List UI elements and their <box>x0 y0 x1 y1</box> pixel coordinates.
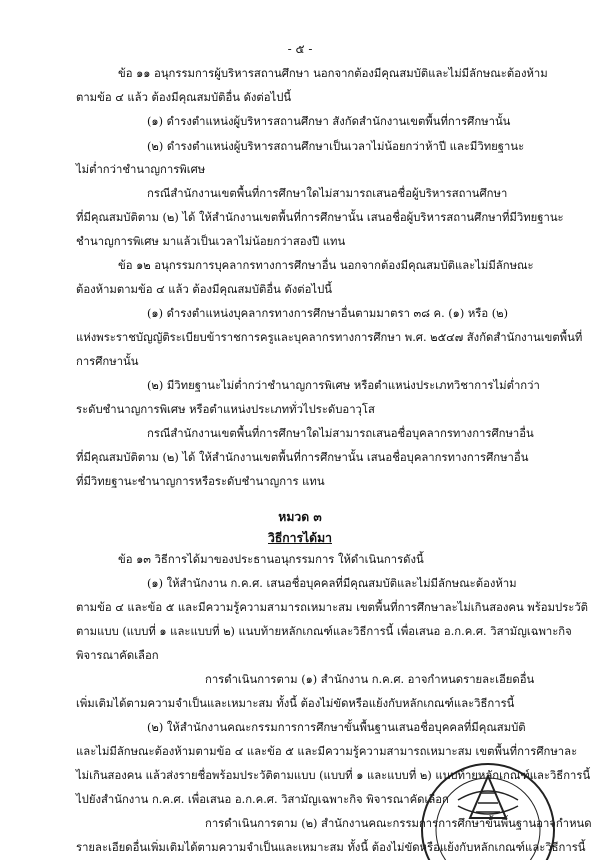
text-line: ข้อ ๑๒ อนุกรรมการบุคลากรทางการศึกษาอื่น นอกจากต้องมีคุณสมบัติและไม่มีลักษณะ <box>118 259 534 272</box>
office-seal-stamp <box>418 748 558 860</box>
text-line: ข้อ ๑๑ อนุกรรมการผู้บริหารสถานศึกษา นอกจากต้องมีคุณสมบัติและไม่มีลักษณะต้องห้าม <box>118 67 548 80</box>
text-line: (๑) ดำรงตำแหน่งผู้บริหารสถานศึกษา สังกัดสำนักงานเขตพื้นที่การศึกษานั้น <box>147 115 511 128</box>
text-line: (๑) ให้สำนักงาน ก.ค.ศ. เสนอชื่อบุคคลที่มีคุณสมบัติและไม่มีลักษณะต้องห้าม <box>147 577 517 590</box>
text-line: ระดับชำนาญการพิเศษ หรือตำแหน่งประเภททั่วไประดับอาวุโส <box>76 403 375 416</box>
text-line: ข้อ ๑๓ วิธีการได้มาของประธานอนุกรรมการ ให้ดำเนินการดังนี้ <box>118 553 424 566</box>
text-line: การดำเนินการตาม (๒) สำนักงานคณะกรรมการการศึกษาขั้นพื้นฐานอาจกำหนด <box>205 817 592 830</box>
text-line: ที่มีวิทยฐานะชำนาญการหรือระดับชำนาญการ แทน <box>76 475 325 488</box>
section-title-text: วิธีการได้มา <box>268 531 332 545</box>
text-line: ตามข้อ ๔ และข้อ ๕ และมีความรู้ความสามารถเหมาะสม เขตพื้นที่การศึกษาละไม่เกินสองคน พร้อมประวัติ <box>76 601 589 614</box>
text-line: (๑) ดำรงตำแหน่งบุคลากรทางการศึกษาอื่นตามมาตรา ๓๘ ค. (๑) หรือ (๒) <box>147 307 509 320</box>
text-line: (๒) ให้สำนักงานคณะกรรมการการศึกษาขั้นพื้นฐานเสนอชื่อบุคคลที่มีคุณสมบัติ <box>147 721 526 734</box>
text-line: และไม่มีลักษณะต้องห้ามตามข้อ ๔ และข้อ ๕ และมีความรู้ความสามารถเหมาะสม เขตพื้นที่การศึกษาละ <box>76 745 578 758</box>
text-line: ชำนาญการพิเศษ มาแล้วเป็นเวลาไม่น้อยกว่าสองปี แทน <box>76 235 346 248</box>
seal-icon <box>418 748 558 860</box>
text-line: กรณีสำนักงานเขตพื้นที่การศึกษาใดไม่สามารถเสนอชื่อบุคลากรทางการศึกษาอื่น <box>147 427 534 440</box>
text-line: ที่มีคุณสมบัติตาม (๒) ได้ ให้สำนักงานเขตพื้นที่การศึกษานั้น เสนอชื่อผู้บริหารสถานศึกษาที่มีวิทยฐานะ <box>76 211 564 224</box>
text-line: ที่มีคุณสมบัติตาม (๒) ได้ ให้สำนักงานเขตพื้นที่การศึกษานั้น เสนอชื่อบุคลากรทางการศึกษาอื่น <box>76 451 529 464</box>
text-line: ไม่ต่ำกว่าชำนาญการพิเศษ <box>76 163 206 176</box>
text-line: ต้องห้ามตามข้อ ๔ แล้ว ต้องมีคุณสมบัติอื่น ดังต่อไปนี้ <box>76 283 332 296</box>
text-line: พิจารณาคัดเลือก <box>76 649 159 662</box>
section-heading: หมวด ๓ <box>278 510 322 524</box>
text-line: การศึกษานั้น <box>76 355 139 368</box>
section-title <box>0 529 600 548</box>
text-line: ตามข้อ ๔ แล้ว ต้องมีคุณสมบัติอื่น ดังต่อไปนี้ <box>76 91 292 104</box>
text-line: ตามแบบ (แบบที่ ๑ และแบบที่ ๒) แนบท้ายหลักเกณฑ์และวิธีการนี้ เพื่อเสนอ อ.ก.ค.ศ. วิสามัญเฉพาะกิจ <box>76 625 572 638</box>
text-line: แห่งพระราชบัญญัติระเบียบข้าราชการครูและบุคลากรทางการศึกษา พ.ศ. ๒๕๔๗ สังกัดสำนักงานเขตพื้นที่ <box>76 331 583 344</box>
page-number: - ๕ - <box>287 42 313 56</box>
text-line: (๒) มีวิทยฐานะไม่ต่ำกว่าชำนาญการพิเศษ หรือตำแหน่งประเภทวิชาการไม่ต่ำกว่า <box>147 379 540 392</box>
text-line: การดำเนินการตาม (๑) สำนักงาน ก.ค.ศ. อาจกำหนดรายละเอียดอื่น <box>205 673 535 686</box>
text-line: รายละเอียดอื่นเพิ่มเติมได้ตามความจำเป็นและเหมาะสม ทั้งนี้ ต้องไม่ขัดหรือแย้งกับหลักเกณฑ์และวิธีการนี้ <box>76 841 586 854</box>
text-line: กรณีสำนักงานเขตพื้นที่การศึกษาใดไม่สามารถเสนอชื่อผู้บริหารสถานศึกษา <box>147 187 508 200</box>
text-line: (๒) ดำรงตำแหน่งผู้บริหารสถานศึกษาเป็นเวลาไม่น้อยกว่าห้าปี และมีวิทยฐานะ <box>147 140 525 153</box>
text-line: เพิ่มเติมได้ตามความจำเป็นและเหมาะสม ทั้งนี้ ต้องไม่ขัดหรือแย้งกับหลักเกณฑ์และวิธีการนี้ <box>76 697 515 710</box>
text-line: ไม่เกินสองคน แล้วส่งรายชื่อพร้อมประวัติตามแบบ (แบบที่ ๑ และแบบที่ ๒) แนบท้ายหลักเกณฑ์และวิธีการนี้ <box>76 769 591 782</box>
text-line: ไปยังสำนักงาน ก.ค.ศ. เพื่อเสนอ อ.ก.ค.ศ. วิสามัญเฉพาะกิจ พิจารณาคัดเลือก <box>76 793 449 806</box>
